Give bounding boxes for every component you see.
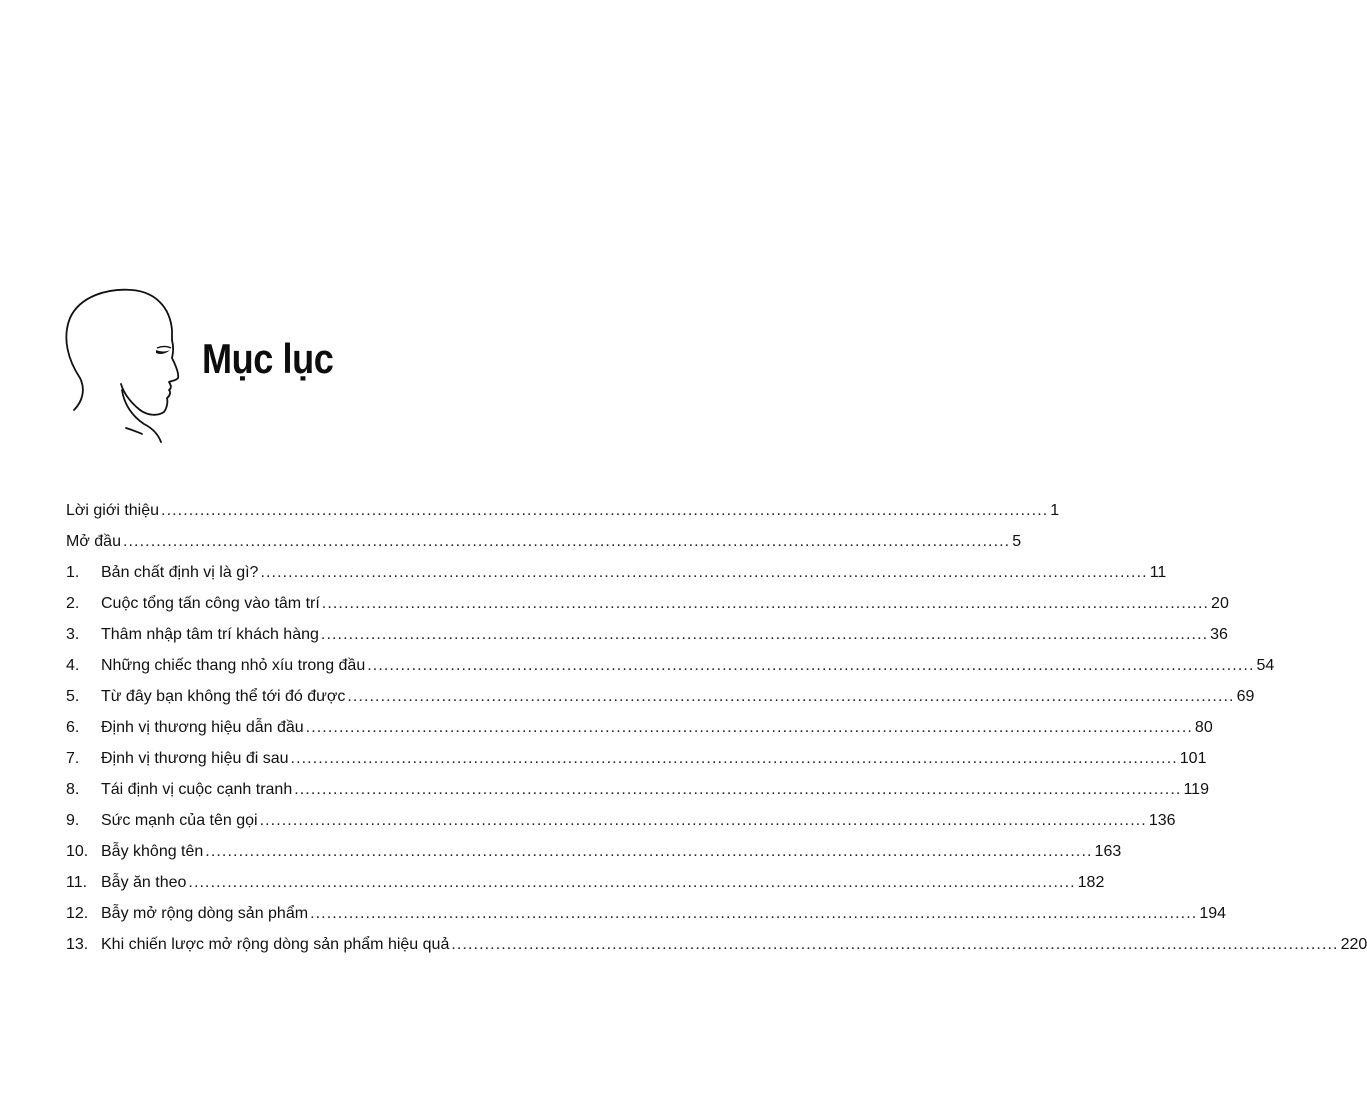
- dot-leader: ................................................................................................................................................................: [367, 657, 1255, 674]
- chapter-number: 12.: [66, 905, 89, 922]
- dot-leader: ................................................................................................................................................................: [310, 905, 1198, 922]
- toc-entry: [66, 743, 1207, 774]
- page-number: 54: [1256, 657, 1275, 674]
- dot-leader: ................................................................................................................................................................: [451, 936, 1339, 953]
- chapter-title: Bẫy không tên: [101, 843, 204, 860]
- chapter-title: Cuộc tổng tấn công vào tâm trí: [101, 595, 320, 612]
- page-number: 101: [1179, 750, 1207, 767]
- chapter-number: 6.: [66, 719, 80, 736]
- toc-entry: [66, 805, 1176, 836]
- chapter-title: Thâm nhập tâm trí khách hàng: [101, 626, 319, 643]
- chapter-title: Những chiếc thang nhỏ xíu trong đầu: [101, 657, 366, 674]
- toc-entry: [66, 836, 1122, 867]
- dot-leader: ................................................................................................................................................................: [205, 843, 1093, 860]
- toc-entry: [66, 774, 1209, 805]
- toc-entry: [66, 588, 1229, 619]
- chapter-title: Từ đây bạn không thể tới đó được: [101, 688, 346, 705]
- toc-entry: [66, 929, 1367, 960]
- dot-leader: ................................................................................................................................................................: [290, 750, 1178, 767]
- dot-leader: ................................................................................................................................................................: [294, 781, 1182, 798]
- chapter-title: Lời giới thiệu: [66, 502, 160, 519]
- chapter-number: 11.: [66, 874, 88, 891]
- toc-entry: [66, 495, 1060, 526]
- chapter-number: 2.: [66, 595, 80, 612]
- chapter-number: 1.: [66, 564, 80, 581]
- page-number: 36: [1210, 626, 1228, 643]
- page-number: 163: [1094, 843, 1122, 860]
- page-number: 194: [1199, 905, 1227, 922]
- chapter-number: 9.: [66, 812, 80, 829]
- chapter-number: 13.: [66, 936, 89, 953]
- chapter-title: Sức mạnh của tên gọi: [101, 812, 258, 829]
- chapter-title: Bẫy mở rộng dòng sản phẩm: [101, 905, 309, 922]
- dot-leader: ................................................................................................................................................................: [122, 533, 1011, 550]
- chapter-number: 10.: [66, 843, 89, 860]
- page-number: 136: [1148, 812, 1176, 829]
- page-number: 69: [1236, 688, 1255, 705]
- chapter-number: 5.: [66, 688, 80, 705]
- chapter-number: 7.: [66, 750, 80, 767]
- page-number: 5: [1012, 533, 1022, 550]
- chapter-title: Bản chất định vị là gì?: [101, 564, 259, 581]
- toc-entry: [66, 681, 1255, 712]
- page-number: 119: [1183, 781, 1209, 798]
- page-title: Mục lục: [202, 335, 334, 382]
- dot-leader: ................................................................................................................................................................: [260, 564, 1148, 581]
- chapter-number: 4.: [66, 657, 80, 674]
- dot-leader: ................................................................................................................................................................: [321, 595, 1210, 612]
- dot-leader: ................................................................................................................................................................: [188, 874, 1076, 891]
- chapter-number: 3.: [66, 626, 80, 643]
- dot-leader: ................................................................................................................................................................: [305, 719, 1193, 736]
- toc-entry: [66, 557, 1167, 588]
- toc-entry: [66, 619, 1228, 650]
- chapter-number: 8.: [66, 781, 80, 798]
- chapter-title: Định vị thương hiệu đi sau: [101, 750, 289, 767]
- chapter-title: Định vị thương hiệu dẫn đầu: [101, 719, 304, 736]
- page-number: 20: [1211, 595, 1229, 612]
- chapter-title: Tái định vị cuộc cạnh tranh: [101, 781, 293, 798]
- toc-entry: [66, 650, 1275, 681]
- page-number: 220: [1340, 936, 1367, 953]
- toc-entry: [66, 898, 1227, 929]
- head-profile-icon: [60, 282, 190, 447]
- toc-entry: [66, 867, 1105, 898]
- toc-entry: [66, 712, 1213, 743]
- dot-leader: ................................................................................................................................................................: [347, 688, 1235, 705]
- dot-leader: ................................................................................................................................................................: [320, 626, 1209, 643]
- page-number: 11: [1149, 564, 1167, 581]
- chapter-title: Bẫy ăn theo: [101, 874, 187, 891]
- table-of-contents: [66, 495, 1367, 960]
- page-number: 80: [1194, 719, 1213, 736]
- page-number: 182: [1077, 874, 1105, 891]
- dot-leader: ................................................................................................................................................................: [161, 502, 1049, 519]
- page-number: 1: [1050, 502, 1060, 519]
- dot-leader: ................................................................................................................................................................: [259, 812, 1147, 829]
- chapter-title: Khi chiến lược mở rộng dòng sản phẩm hiệu quả: [101, 936, 450, 953]
- toc-entry: [66, 526, 1022, 557]
- chapter-title: Mở đầu: [66, 533, 121, 550]
